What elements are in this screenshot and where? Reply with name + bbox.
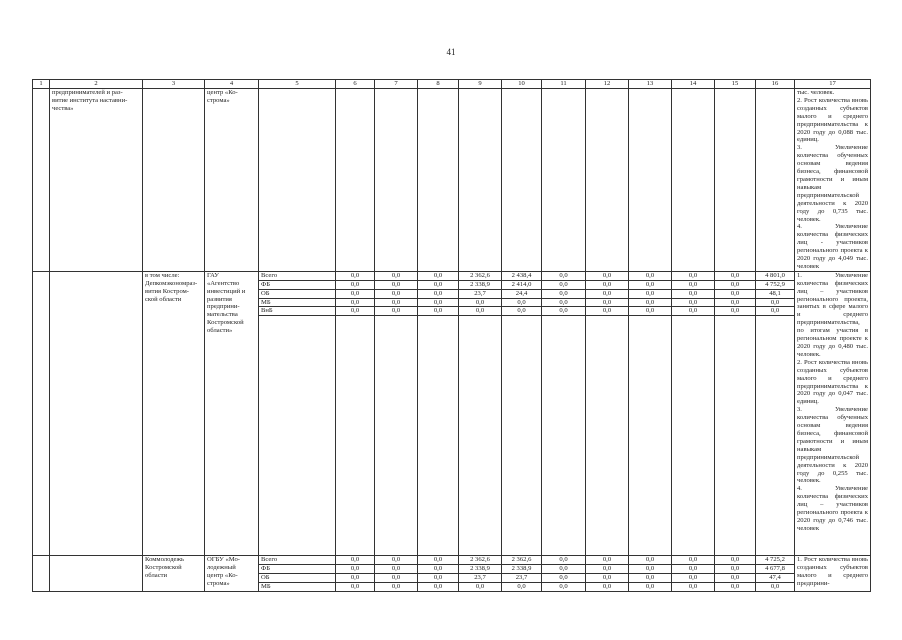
amount-cell: 0,0 — [586, 298, 629, 307]
amount-cell: 2 362,6 — [459, 271, 502, 280]
result-line: 4. Увеличение количества физических лиц - участников регионального проекта к 2020 году до 4,049 тыс. человек — [797, 223, 868, 270]
amount-cell: 0,0 — [418, 582, 459, 591]
amount-cell: 0,0 — [629, 573, 672, 582]
result-line: 2. Рост количества вновь созданных субъектов малого и среднего предпринимательства к 2020 году до 0,047 тыс. единиц. — [797, 358, 868, 406]
executor-line: области — [145, 571, 168, 579]
amount-cell: 0,0 — [336, 555, 375, 564]
empty-cell — [672, 316, 715, 556]
amount-cell: 0,0 — [715, 582, 756, 591]
cell-num — [33, 271, 50, 555]
empty-cell — [629, 89, 672, 272]
amount-cell: 0,0 — [586, 289, 629, 298]
event-line: чества» — [52, 104, 74, 112]
executor-line: ской области — [145, 295, 182, 303]
amount-cell: 0,0 — [418, 573, 459, 582]
amount-cell: 0,0 — [502, 298, 542, 307]
column-header-1: 1 — [33, 80, 50, 89]
funding-source: ОБ — [259, 573, 336, 582]
amount-cell: 0,0 — [586, 271, 629, 280]
column-header-17: 17 — [795, 80, 871, 89]
amount-cell: 0,0 — [459, 307, 502, 316]
organization-line: центр «Ко- — [207, 89, 238, 96]
amount-cell: 0,0 — [586, 573, 629, 582]
amount-cell: 0,0 — [672, 564, 715, 573]
event-line: витие института наставни- — [52, 96, 128, 104]
empty-cell — [586, 89, 629, 272]
funding-source: ВнБ — [259, 307, 336, 316]
amount-cell: 4 752,9 — [756, 280, 795, 289]
column-header-14: 14 — [672, 80, 715, 89]
empty-cell — [629, 316, 672, 556]
amount-cell: 0,0 — [336, 298, 375, 307]
cell-num — [33, 89, 50, 272]
amount-cell: 0,0 — [672, 582, 715, 591]
amount-cell: 0,0 — [756, 307, 795, 316]
executor-line: вития Костром- — [145, 287, 189, 295]
amount-cell: 23,7 — [459, 289, 502, 298]
executor-line: Депкомэкономраз- — [145, 279, 198, 287]
amount-cell: 0,0 — [375, 289, 418, 298]
column-header-11: 11 — [542, 80, 586, 89]
amount-cell: 4 725,2 — [756, 555, 795, 564]
organization-line: развития — [207, 295, 232, 303]
amount-cell: 0,0 — [336, 564, 375, 573]
amount-cell: 0,0 — [672, 280, 715, 289]
amount-cell: 0,0 — [586, 582, 629, 591]
empty-cell — [375, 316, 418, 556]
empty-cell — [756, 89, 795, 272]
amount-cell: 48,1 — [756, 289, 795, 298]
amount-cell: 0,0 — [542, 307, 586, 316]
amount-cell: 0,0 — [418, 280, 459, 289]
amount-cell: 2 338,9 — [459, 564, 502, 573]
empty-cell — [459, 316, 502, 556]
cell-executor — [143, 271, 205, 555]
amount-cell: 0,0 — [336, 271, 375, 280]
amount-cell: 0,0 — [418, 307, 459, 316]
amount-cell: 2 338,9 — [502, 564, 542, 573]
amount-cell: 2 362,6 — [459, 555, 502, 564]
cell-executor — [143, 89, 205, 272]
organization-line: мательства — [207, 311, 238, 319]
organization-line: Костромской — [207, 319, 244, 327]
amount-cell: 0,0 — [629, 564, 672, 573]
result-line: 2. Рост количества вновь созданных субъектов малого и среднего предпринимательства к 2020 году до 0,088 тыс. единиц. — [797, 96, 868, 144]
column-header-8: 8 — [418, 80, 459, 89]
amount-cell: 0,0 — [542, 280, 586, 289]
empty-cell — [502, 316, 542, 556]
amount-cell: 0,0 — [672, 289, 715, 298]
result-line: 1. Увеличение количества физических лиц – участников регионального проекта, занятых в сфере малого и среднего предпринимательства, по итогам участия в региональном проекте к 2020 году до 0,480 тыс. человек. — [797, 271, 868, 358]
amount-cell: 0,0 — [715, 298, 756, 307]
column-header-13: 13 — [629, 80, 672, 89]
column-header-5: 5 — [259, 80, 336, 89]
empty-cell — [542, 316, 586, 556]
organization-line: инвестиций и — [207, 287, 246, 295]
amount-cell: 0,0 — [459, 582, 502, 591]
amount-cell: 0,0 — [375, 298, 418, 307]
amount-cell: 0,0 — [418, 289, 459, 298]
amount-cell: 0,0 — [672, 307, 715, 316]
table-row — [33, 271, 871, 280]
table-row — [33, 89, 871, 272]
budget-table — [32, 79, 871, 592]
amount-cell: 0,0 — [502, 307, 542, 316]
organization-line: лодежный — [207, 563, 236, 571]
amount-cell: 4 801,0 — [756, 271, 795, 280]
amount-cell: 4 677,8 — [756, 564, 795, 573]
amount-cell: 0,0 — [629, 555, 672, 564]
column-header-3: 3 — [143, 80, 205, 89]
cell-event — [50, 271, 143, 555]
column-header-7: 7 — [375, 80, 418, 89]
amount-cell: 0,0 — [542, 564, 586, 573]
column-header-10: 10 — [502, 80, 542, 89]
column-header-12: 12 — [586, 80, 629, 89]
result-line: 1. Рост количества вновь созданных субъектов малого и среднего предприни- — [797, 555, 868, 587]
amount-cell: 2 362,6 — [502, 555, 542, 564]
cell-num — [33, 555, 50, 591]
empty-cell — [259, 89, 336, 272]
amount-cell: 0,0 — [629, 289, 672, 298]
amount-cell: 0,0 — [715, 289, 756, 298]
amount-cell: 0,0 — [715, 271, 756, 280]
amount-cell: 23,7 — [502, 573, 542, 582]
amount-cell: 0,0 — [672, 573, 715, 582]
amount-cell: 0,0 — [542, 298, 586, 307]
amount-cell: 0,0 — [629, 280, 672, 289]
amount-cell: 24,4 — [502, 289, 542, 298]
amount-cell: 23,7 — [459, 573, 502, 582]
cell-expected-result — [795, 89, 871, 272]
amount-cell: 0,0 — [336, 307, 375, 316]
amount-cell: 0,0 — [542, 555, 586, 564]
amount-cell: 0,0 — [542, 582, 586, 591]
amount-cell: 0,0 — [586, 564, 629, 573]
funding-source: МБ — [259, 582, 336, 591]
result-line: 3. Увеличение количества обученных основам ведения бизнеса, финансовой грамотности и иным навыкам предпринимательской деятельности к 2020 году до 0,735 тыс. человек. — [797, 144, 868, 223]
result-line: 3. Увеличение количества обученных основам ведения бизнеса, финансовой грамотности и иным навыкам предпринимательской деятельности к 2020 году до 0,255 тыс. человек. — [797, 406, 868, 485]
empty-cell — [542, 89, 586, 272]
empty-cell — [418, 316, 459, 556]
amount-cell: 0,0 — [375, 573, 418, 582]
empty-cell — [502, 89, 542, 272]
amount-cell: 0,0 — [715, 555, 756, 564]
amount-cell: 0,0 — [672, 271, 715, 280]
cell-event — [50, 555, 143, 591]
cell-expected-result — [795, 555, 871, 591]
cell-executor — [143, 555, 205, 591]
empty-cell — [418, 89, 459, 272]
amount-cell: 0,0 — [542, 289, 586, 298]
event-line: предпринимателей и раз- — [52, 89, 123, 96]
result-line: 4. Увеличение количества физических лиц – участников регионального проекта к 2020 году до 0,746 тыс. человек — [797, 485, 868, 532]
executor-line: Костромской — [145, 563, 182, 571]
amount-cell: 0,0 — [375, 271, 418, 280]
column-header-16: 16 — [756, 80, 795, 89]
column-header-6: 6 — [336, 80, 375, 89]
cell-organization — [205, 271, 259, 555]
amount-cell: 0,0 — [586, 555, 629, 564]
organization-line: центр «Ко- — [207, 571, 238, 579]
organization-line: ГАУ — [207, 271, 219, 279]
amount-cell: 0,0 — [672, 298, 715, 307]
funding-source: Всего — [259, 555, 336, 564]
amount-cell: 0,0 — [418, 271, 459, 280]
empty-cell — [336, 316, 375, 556]
empty-cell — [586, 316, 629, 556]
amount-cell: 0,0 — [715, 573, 756, 582]
amount-cell: 0,0 — [629, 582, 672, 591]
amount-cell: 2 338,9 — [459, 280, 502, 289]
amount-cell: 0,0 — [375, 555, 418, 564]
amount-cell: 0,0 — [375, 564, 418, 573]
cell-organization — [205, 555, 259, 591]
amount-cell: 0,0 — [542, 271, 586, 280]
empty-cell — [715, 89, 756, 272]
empty-cell — [336, 89, 375, 272]
amount-cell: 0,0 — [375, 280, 418, 289]
amount-cell: 0,0 — [586, 280, 629, 289]
amount-cell: 2 414,0 — [502, 280, 542, 289]
page-number: 41 — [446, 47, 456, 57]
result-line: тыс. человек. — [797, 89, 835, 96]
empty-cell — [259, 316, 336, 556]
amount-cell: 0,0 — [629, 298, 672, 307]
amount-cell: 0,0 — [715, 307, 756, 316]
amount-cell: 2 438,4 — [502, 271, 542, 280]
header-row — [33, 80, 871, 89]
column-header-9: 9 — [459, 80, 502, 89]
amount-cell: 0,0 — [459, 298, 502, 307]
amount-cell: 47,4 — [756, 573, 795, 582]
funding-source: ФБ — [259, 564, 336, 573]
amount-cell: 0,0 — [715, 564, 756, 573]
amount-cell: 0,0 — [336, 289, 375, 298]
funding-source: ФБ — [259, 280, 336, 289]
empty-cell — [756, 316, 795, 556]
column-header-15: 15 — [715, 80, 756, 89]
empty-cell — [672, 89, 715, 272]
organization-line: ОГБУ «Мо- — [207, 555, 240, 563]
empty-cell — [375, 89, 418, 272]
empty-cell — [715, 316, 756, 556]
amount-cell: 0,0 — [756, 298, 795, 307]
organization-line: области» — [207, 327, 233, 335]
amount-cell: 0,0 — [375, 307, 418, 316]
amount-cell: 0,0 — [672, 555, 715, 564]
cell-organization — [205, 89, 259, 272]
funding-source: ОБ — [259, 289, 336, 298]
amount-cell: 0,0 — [502, 582, 542, 591]
amount-cell: 0,0 — [715, 280, 756, 289]
amount-cell: 0,0 — [375, 582, 418, 591]
executor-line: в том числе: — [145, 271, 180, 279]
empty-cell — [459, 89, 502, 272]
amount-cell: 0,0 — [542, 573, 586, 582]
executor-line: Коммолодежь — [145, 555, 185, 563]
column-header-2: 2 — [50, 80, 143, 89]
cell-expected-result — [795, 271, 871, 555]
amount-cell: 0,0 — [586, 307, 629, 316]
amount-cell: 0,0 — [629, 271, 672, 280]
amount-cell: 0,0 — [336, 582, 375, 591]
organization-line: «Агентство — [207, 279, 240, 287]
organization-line: строма» — [207, 96, 230, 104]
amount-cell: 0,0 — [418, 555, 459, 564]
organization-line: строма» — [207, 579, 230, 587]
table-row — [33, 555, 871, 564]
amount-cell: 0,0 — [756, 582, 795, 591]
funding-source: Всего — [259, 271, 336, 280]
amount-cell: 0,0 — [629, 307, 672, 316]
organization-line: предприни- — [207, 303, 240, 311]
amount-cell: 0,0 — [418, 298, 459, 307]
column-header-4: 4 — [205, 80, 259, 89]
funding-source: МБ — [259, 298, 336, 307]
cell-event — [50, 89, 143, 272]
amount-cell: 0,0 — [336, 573, 375, 582]
amount-cell: 0,0 — [336, 280, 375, 289]
amount-cell: 0,0 — [418, 564, 459, 573]
